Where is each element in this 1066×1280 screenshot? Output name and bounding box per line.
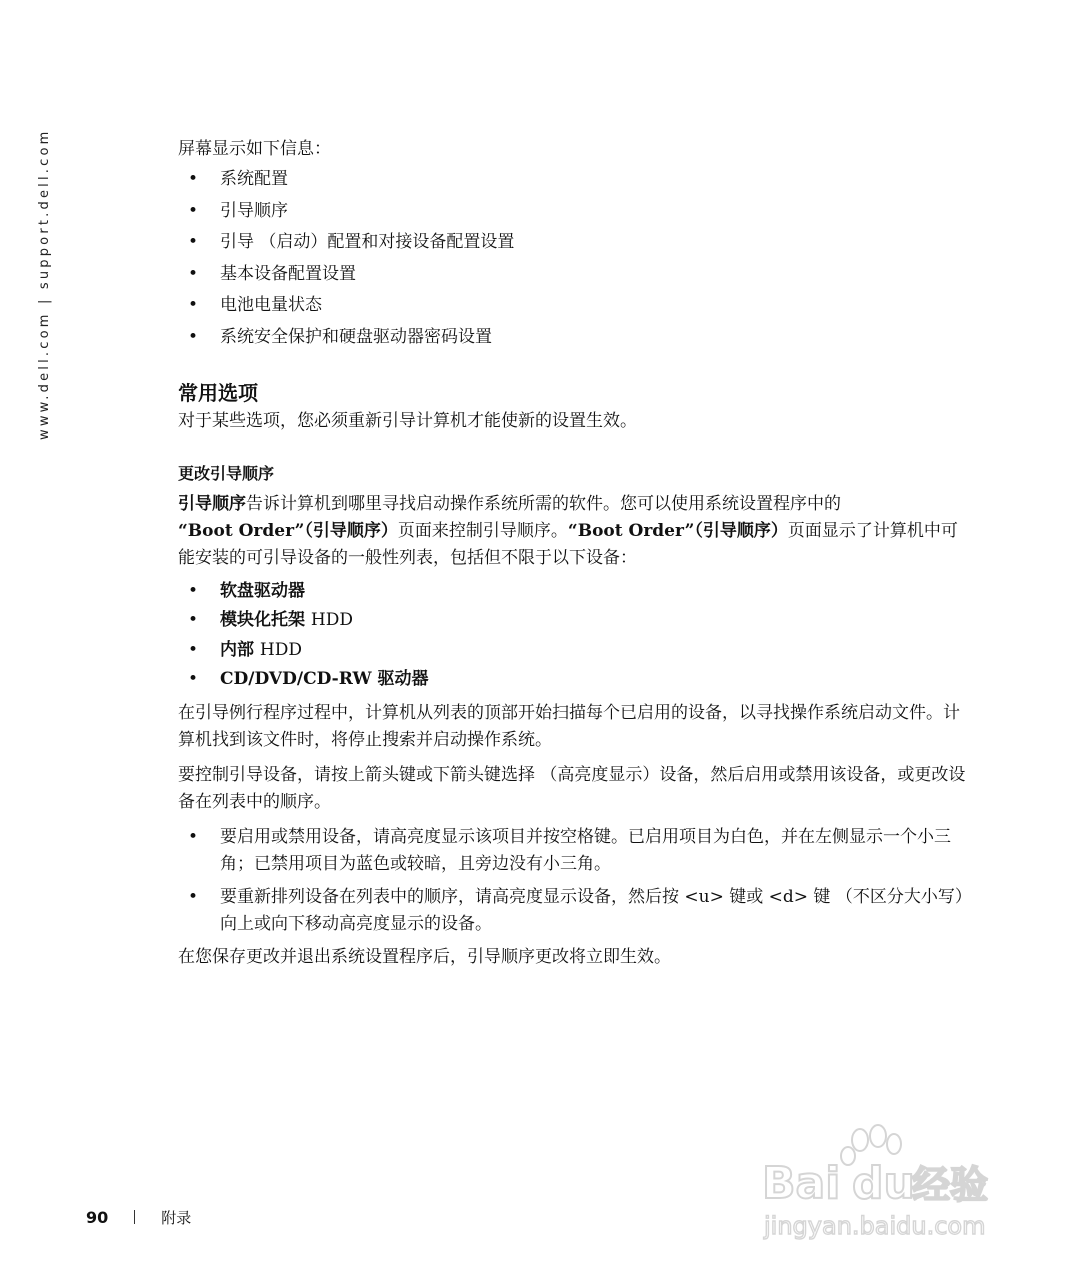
intro-list (178, 164, 968, 354)
boot-order-page-name: “Boot Order”（引导顺序） (178, 520, 398, 541)
list-item: • 电池电量状态 (178, 290, 968, 322)
bullet-icon: • (188, 826, 199, 847)
list-item: • CD/DVD/CD-RW 驱动器 (178, 665, 968, 695)
bullet-icon: • (188, 263, 199, 284)
list-item: • 内部 HDD (178, 636, 968, 666)
boot-control-paragraph: 要控制引导设备，请按上箭头键或下箭头键选择 （高亮度显示）设备，然后启用或禁用该设备，或更改设备在列表中的顺序。 (178, 764, 966, 812)
list-item: • 系统安全保护和硬盘驱动器密码设置 (178, 322, 968, 354)
bullet-icon: • (188, 639, 199, 660)
page-content (178, 136, 968, 971)
svg-text:Bai: Bai (762, 1158, 841, 1209)
boot-order-paragraph: 引导顺序告诉计算机到哪里寻找启动操作系统所需的软件。您可以使用系统设置程序中的 “Boot Order”（引导顺序）页面来控制引导顺序。“Boot Order”（引导顺序）页面显示了计算机中可能安装的可引导设备的一般性列表，包括但不限于以下设备： (178, 493, 958, 568)
intro-lead: 屏幕显示如下信息： (178, 139, 331, 159)
bullet-icon: • (188, 326, 199, 347)
boot-order-page-name: “Boot Order”（引导顺序） (567, 520, 788, 541)
common-options-text: 对于某些选项，您必须重新引导计算机才能使新的设置生效。 (178, 410, 637, 431)
page-number: 90 (86, 1207, 109, 1227)
footer-divider (134, 1210, 135, 1224)
list-item: • 系统配置 (178, 164, 968, 196)
bullet-icon: • (188, 200, 199, 221)
baidu-jingyan-watermark-logo (752, 1118, 1012, 1250)
watermark-logo-graphic (752, 1118, 1012, 1250)
list-item: • 引导 （启动）配置和对接设备配置设置 (178, 227, 968, 259)
bullet-icon: • (188, 580, 199, 601)
page-footer (86, 1204, 191, 1230)
subsection-heading-boot-order: 更改引导顺序 (178, 463, 275, 483)
bullet-icon: • (188, 610, 199, 631)
list-item: • 基本设备配置设置 (178, 259, 968, 291)
footer-section-label: 附录 (161, 1208, 192, 1227)
svg-text:du: du (852, 1158, 915, 1209)
svg-text:jingyan.baidu.com: jingyan.baidu.com (764, 1212, 986, 1240)
bullet-icon: • (188, 232, 199, 253)
list-item: • 要启用或禁用设备，请高亮度显示该项目并按空格键。已启用项目为白色，并在左侧显示一个小三角；已禁用项目为蓝色或较暗，且旁边没有小三角。 (178, 824, 968, 878)
bullet-icon: • (188, 669, 199, 690)
section-heading-common-options: 常用选项 (178, 380, 258, 405)
list-item: • 软盘驱动器 (178, 577, 968, 607)
svg-text:经验: 经验 (912, 1163, 989, 1207)
boot-device-list (178, 577, 968, 695)
list-item: • 要重新排列设备在列表中的顺序，请高亮度显示设备，然后按 <u> 键或 <d> 键 （不区分大小写）向上或向下移动高亮度显示的设备。 (178, 884, 968, 938)
bullet-icon: • (188, 886, 199, 907)
side-url: www.dell.com | support.dell.com (37, 128, 52, 440)
boot-order-term: 引导顺序 (178, 493, 246, 514)
bullet-icon: • (188, 295, 199, 316)
boot-final-paragraph: 在您保存更改并退出系统设置程序后，引导顺序更改将立即生效。 (178, 946, 671, 967)
list-item: • 模块化托架 HDD (178, 606, 968, 636)
list-item: • 引导顺序 (178, 196, 968, 228)
boot-scan-paragraph: 在引导例行程序过程中，计算机从列表的顶部开始扫描每个已启用的设备，以寻找操作系统启动文件。计算机找到该文件时，将停止搜索并启动操作系统。 (178, 702, 960, 750)
boot-action-list (178, 824, 968, 938)
bullet-icon: • (188, 169, 199, 189)
